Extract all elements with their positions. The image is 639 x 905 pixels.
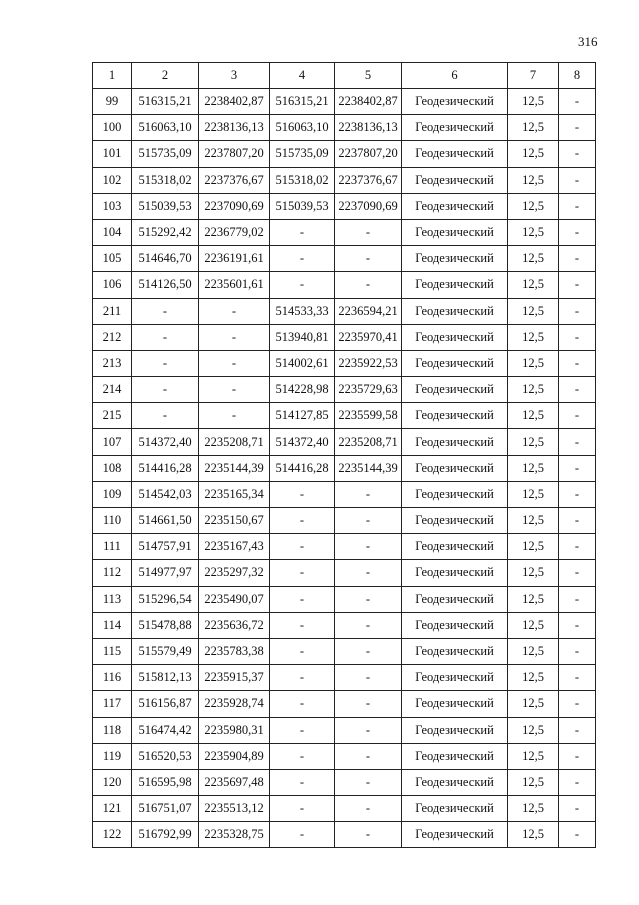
accuracy-cell: 12,5 [508, 612, 559, 638]
y-coord-cell: 2237807,20 [199, 141, 270, 167]
table-row [93, 691, 596, 717]
column-header: 4 [270, 63, 335, 89]
x-coord-cell: 515579,49 [132, 638, 199, 664]
x-coord-alt-cell: - [270, 717, 335, 743]
y-coord-cell: 2235328,75 [199, 822, 270, 848]
note-cell: - [559, 743, 596, 769]
y-coord-cell: 2238402,87 [199, 89, 270, 115]
y-coord-alt-cell: - [335, 272, 402, 298]
note-cell: - [559, 167, 596, 193]
y-coord-cell: 2235144,39 [199, 455, 270, 481]
note-cell: - [559, 141, 596, 167]
x-coord-cell: 514646,70 [132, 246, 199, 272]
table-row [93, 796, 596, 822]
point-number-cell: 116 [93, 665, 132, 691]
y-coord-alt-cell: - [335, 691, 402, 717]
point-number-cell: 214 [93, 377, 132, 403]
x-coord-alt-cell: 514533,33 [270, 298, 335, 324]
x-coord-alt-cell: 514416,28 [270, 455, 335, 481]
accuracy-cell: 12,5 [508, 743, 559, 769]
note-cell: - [559, 115, 596, 141]
point-number-cell: 112 [93, 560, 132, 586]
x-coord-cell: 514661,50 [132, 508, 199, 534]
y-coord-cell: 2235904,89 [199, 743, 270, 769]
x-coord-cell: 516474,42 [132, 717, 199, 743]
y-coord-cell: 2236779,02 [199, 219, 270, 245]
x-coord-cell: 514977,97 [132, 560, 199, 586]
point-number-cell: 122 [93, 822, 132, 848]
point-number-cell: 121 [93, 796, 132, 822]
column-header: 3 [199, 63, 270, 89]
accuracy-cell: 12,5 [508, 324, 559, 350]
accuracy-cell: 12,5 [508, 534, 559, 560]
x-coord-cell: 514126,50 [132, 272, 199, 298]
y-coord-cell: 2235928,74 [199, 691, 270, 717]
y-coord-cell: 2235167,43 [199, 534, 270, 560]
method-cell: Геодезический [402, 638, 508, 664]
note-cell: - [559, 481, 596, 507]
accuracy-cell: 12,5 [508, 481, 559, 507]
accuracy-cell: 12,5 [508, 665, 559, 691]
x-coord-alt-cell: 515039,53 [270, 193, 335, 219]
point-number-cell: 104 [93, 219, 132, 245]
method-cell: Геодезический [402, 717, 508, 743]
y-coord-alt-cell: - [335, 717, 402, 743]
y-coord-alt-cell: - [335, 534, 402, 560]
accuracy-cell: 12,5 [508, 141, 559, 167]
accuracy-cell: 12,5 [508, 560, 559, 586]
x-coord-cell: 515039,53 [132, 193, 199, 219]
method-cell: Геодезический [402, 822, 508, 848]
method-cell: Геодезический [402, 796, 508, 822]
y-coord-alt-cell: - [335, 246, 402, 272]
column-header: 7 [508, 63, 559, 89]
note-cell: - [559, 796, 596, 822]
point-number-cell: 100 [93, 115, 132, 141]
column-header: 2 [132, 63, 199, 89]
y-coord-cell: - [199, 350, 270, 376]
point-number-cell: 99 [93, 89, 132, 115]
x-coord-alt-cell: - [270, 560, 335, 586]
x-coord-alt-cell: - [270, 691, 335, 717]
y-coord-cell: 2235150,67 [199, 508, 270, 534]
method-cell: Геодезический [402, 377, 508, 403]
x-coord-cell: 516595,98 [132, 769, 199, 795]
x-coord-alt-cell: - [270, 769, 335, 795]
point-number-cell: 109 [93, 481, 132, 507]
note-cell: - [559, 246, 596, 272]
y-coord-alt-cell: 2238136,13 [335, 115, 402, 141]
point-number-cell: 107 [93, 429, 132, 455]
y-coord-alt-cell: 2235144,39 [335, 455, 402, 481]
x-coord-alt-cell: - [270, 219, 335, 245]
x-coord-alt-cell: 514127,85 [270, 403, 335, 429]
x-coord-cell: 515296,54 [132, 586, 199, 612]
note-cell: - [559, 219, 596, 245]
point-number-cell: 115 [93, 638, 132, 664]
accuracy-cell: 12,5 [508, 115, 559, 141]
table-row [93, 612, 596, 638]
note-cell: - [559, 429, 596, 455]
x-coord-alt-cell: 513940,81 [270, 324, 335, 350]
method-cell: Геодезический [402, 141, 508, 167]
y-coord-cell: 2235915,37 [199, 665, 270, 691]
y-coord-cell: - [199, 403, 270, 429]
x-coord-cell: 515318,02 [132, 167, 199, 193]
note-cell: - [559, 377, 596, 403]
point-number-cell: 113 [93, 586, 132, 612]
x-coord-alt-cell: - [270, 586, 335, 612]
point-number-cell: 117 [93, 691, 132, 717]
method-cell: Геодезический [402, 429, 508, 455]
note-cell: - [559, 508, 596, 534]
accuracy-cell: 12,5 [508, 377, 559, 403]
accuracy-cell: 12,5 [508, 586, 559, 612]
table-row [93, 429, 596, 455]
x-coord-alt-cell: 514002,61 [270, 350, 335, 376]
method-cell: Геодезический [402, 193, 508, 219]
accuracy-cell: 12,5 [508, 272, 559, 298]
note-cell: - [559, 769, 596, 795]
y-coord-alt-cell: 2235970,41 [335, 324, 402, 350]
y-coord-cell: 2235513,12 [199, 796, 270, 822]
y-coord-cell: 2235208,71 [199, 429, 270, 455]
point-number-cell: 101 [93, 141, 132, 167]
x-coord-cell: 516315,21 [132, 89, 199, 115]
y-coord-cell: 2235601,61 [199, 272, 270, 298]
method-cell: Геодезический [402, 560, 508, 586]
y-coord-alt-cell: - [335, 743, 402, 769]
point-number-cell: 119 [93, 743, 132, 769]
y-coord-alt-cell: - [335, 822, 402, 848]
table-row [93, 560, 596, 586]
accuracy-cell: 12,5 [508, 350, 559, 376]
x-coord-cell: - [132, 403, 199, 429]
note-cell: - [559, 691, 596, 717]
table-row [93, 272, 596, 298]
point-number-cell: 110 [93, 508, 132, 534]
y-coord-alt-cell: 2235208,71 [335, 429, 402, 455]
x-coord-alt-cell: 514372,40 [270, 429, 335, 455]
x-coord-cell: 515735,09 [132, 141, 199, 167]
accuracy-cell: 12,5 [508, 219, 559, 245]
table-row [93, 769, 596, 795]
note-cell: - [559, 665, 596, 691]
table-row [93, 822, 596, 848]
accuracy-cell: 12,5 [508, 455, 559, 481]
y-coord-cell: 2238136,13 [199, 115, 270, 141]
x-coord-alt-cell: - [270, 638, 335, 664]
y-coord-alt-cell: 2237807,20 [335, 141, 402, 167]
y-coord-alt-cell: 2235599,58 [335, 403, 402, 429]
point-number-cell: 103 [93, 193, 132, 219]
y-coord-alt-cell: - [335, 612, 402, 638]
x-coord-alt-cell: - [270, 272, 335, 298]
y-coord-cell: 2235783,38 [199, 638, 270, 664]
method-cell: Геодезический [402, 508, 508, 534]
note-cell: - [559, 89, 596, 115]
column-header: 8 [559, 63, 596, 89]
note-cell: - [559, 586, 596, 612]
table-row [93, 219, 596, 245]
y-coord-cell: - [199, 377, 270, 403]
method-cell: Геодезический [402, 769, 508, 795]
table-row [93, 508, 596, 534]
table-row [93, 115, 596, 141]
x-coord-alt-cell: - [270, 822, 335, 848]
x-coord-cell: 515812,13 [132, 665, 199, 691]
x-coord-alt-cell: - [270, 743, 335, 769]
x-coord-cell: 514416,28 [132, 455, 199, 481]
y-coord-cell: 2237376,67 [199, 167, 270, 193]
note-cell: - [559, 822, 596, 848]
method-cell: Геодезический [402, 115, 508, 141]
y-coord-cell: 2235697,48 [199, 769, 270, 795]
table-row [93, 586, 596, 612]
x-coord-alt-cell: 516063,10 [270, 115, 335, 141]
method-cell: Геодезический [402, 167, 508, 193]
note-cell: - [559, 534, 596, 560]
y-coord-alt-cell: 2237376,67 [335, 167, 402, 193]
accuracy-cell: 12,5 [508, 429, 559, 455]
method-cell: Геодезический [402, 403, 508, 429]
point-number-cell: 102 [93, 167, 132, 193]
accuracy-cell: 12,5 [508, 246, 559, 272]
x-coord-alt-cell: - [270, 508, 335, 534]
accuracy-cell: 12,5 [508, 796, 559, 822]
method-cell: Геодезический [402, 665, 508, 691]
x-coord-alt-cell: - [270, 612, 335, 638]
y-coord-cell: 2237090,69 [199, 193, 270, 219]
y-coord-alt-cell: 2237090,69 [335, 193, 402, 219]
x-coord-cell: 516520,53 [132, 743, 199, 769]
method-cell: Геодезический [402, 89, 508, 115]
accuracy-cell: 12,5 [508, 167, 559, 193]
y-coord-alt-cell: - [335, 638, 402, 664]
note-cell: - [559, 455, 596, 481]
x-coord-cell: 516156,87 [132, 691, 199, 717]
y-coord-cell: 2235297,32 [199, 560, 270, 586]
accuracy-cell: 12,5 [508, 298, 559, 324]
accuracy-cell: 12,5 [508, 508, 559, 534]
table-row [93, 638, 596, 664]
x-coord-alt-cell: - [270, 665, 335, 691]
method-cell: Геодезический [402, 743, 508, 769]
method-cell: Геодезический [402, 350, 508, 376]
x-coord-cell: 516063,10 [132, 115, 199, 141]
method-cell: Геодезический [402, 534, 508, 560]
page-number: 316 [578, 34, 598, 49]
method-cell: Геодезический [402, 219, 508, 245]
y-coord-cell: 2235980,31 [199, 717, 270, 743]
x-coord-cell: - [132, 298, 199, 324]
point-number-cell: 211 [93, 298, 132, 324]
y-coord-cell: - [199, 298, 270, 324]
table-row [93, 717, 596, 743]
x-coord-cell: 515292,42 [132, 219, 199, 245]
x-coord-alt-cell: - [270, 246, 335, 272]
y-coord-alt-cell: - [335, 796, 402, 822]
accuracy-cell: 12,5 [508, 822, 559, 848]
method-cell: Геодезический [402, 481, 508, 507]
table-row [93, 403, 596, 429]
y-coord-alt-cell: - [335, 560, 402, 586]
method-cell: Геодезический [402, 691, 508, 717]
table-row [93, 455, 596, 481]
y-coord-alt-cell: - [335, 481, 402, 507]
table-row [93, 481, 596, 507]
point-number-cell: 120 [93, 769, 132, 795]
x-coord-alt-cell: 515318,02 [270, 167, 335, 193]
y-coord-alt-cell: 2235729,63 [335, 377, 402, 403]
table-row [93, 743, 596, 769]
y-coord-cell: 2235165,34 [199, 481, 270, 507]
x-coord-cell: 514542,03 [132, 481, 199, 507]
y-coord-cell: - [199, 324, 270, 350]
x-coord-cell: - [132, 324, 199, 350]
y-coord-alt-cell: 2236594,21 [335, 298, 402, 324]
accuracy-cell: 12,5 [508, 769, 559, 795]
y-coord-alt-cell: 2235922,53 [335, 350, 402, 376]
method-cell: Геодезический [402, 246, 508, 272]
note-cell: - [559, 717, 596, 743]
note-cell: - [559, 403, 596, 429]
accuracy-cell: 12,5 [508, 691, 559, 717]
x-coord-alt-cell: 515735,09 [270, 141, 335, 167]
x-coord-cell: 515478,88 [132, 612, 199, 638]
point-number-cell: 111 [93, 534, 132, 560]
point-number-cell: 118 [93, 717, 132, 743]
table-header-row [93, 63, 596, 89]
y-coord-alt-cell: 2238402,87 [335, 89, 402, 115]
accuracy-cell: 12,5 [508, 89, 559, 115]
note-cell: - [559, 638, 596, 664]
table-row [93, 350, 596, 376]
method-cell: Геодезический [402, 324, 508, 350]
x-coord-cell: - [132, 350, 199, 376]
table-row [93, 377, 596, 403]
note-cell: - [559, 560, 596, 586]
x-coord-alt-cell: - [270, 481, 335, 507]
table-row [93, 193, 596, 219]
y-coord-cell: 2236191,61 [199, 246, 270, 272]
x-coord-cell: 516792,99 [132, 822, 199, 848]
accuracy-cell: 12,5 [508, 403, 559, 429]
note-cell: - [559, 298, 596, 324]
note-cell: - [559, 612, 596, 638]
method-cell: Геодезический [402, 272, 508, 298]
note-cell: - [559, 193, 596, 219]
x-coord-cell: 514372,40 [132, 429, 199, 455]
y-coord-alt-cell: - [335, 769, 402, 795]
table-row [93, 324, 596, 350]
table-row [93, 167, 596, 193]
coordinates-table [92, 62, 596, 848]
table-row [93, 298, 596, 324]
note-cell: - [559, 350, 596, 376]
method-cell: Геодезический [402, 612, 508, 638]
table-row [93, 246, 596, 272]
point-number-cell: 105 [93, 246, 132, 272]
x-coord-cell: 514757,91 [132, 534, 199, 560]
column-header: 5 [335, 63, 402, 89]
method-cell: Геодезический [402, 586, 508, 612]
x-coord-cell: 516751,07 [132, 796, 199, 822]
accuracy-cell: 12,5 [508, 638, 559, 664]
x-coord-cell: - [132, 377, 199, 403]
x-coord-alt-cell: 516315,21 [270, 89, 335, 115]
point-number-cell: 106 [93, 272, 132, 298]
table-row [93, 534, 596, 560]
note-cell: - [559, 324, 596, 350]
x-coord-alt-cell: - [270, 796, 335, 822]
point-number-cell: 215 [93, 403, 132, 429]
point-number-cell: 114 [93, 612, 132, 638]
point-number-cell: 108 [93, 455, 132, 481]
table-row [93, 89, 596, 115]
accuracy-cell: 12,5 [508, 717, 559, 743]
y-coord-cell: 2235636,72 [199, 612, 270, 638]
table-row [93, 141, 596, 167]
method-cell: Геодезический [402, 455, 508, 481]
x-coord-alt-cell: - [270, 534, 335, 560]
column-header: 6 [402, 63, 508, 89]
x-coord-alt-cell: 514228,98 [270, 377, 335, 403]
accuracy-cell: 12,5 [508, 193, 559, 219]
y-coord-alt-cell: - [335, 586, 402, 612]
column-header: 1 [93, 63, 132, 89]
table-row [93, 665, 596, 691]
y-coord-alt-cell: - [335, 508, 402, 534]
y-coord-alt-cell: - [335, 219, 402, 245]
y-coord-cell: 2235490,07 [199, 586, 270, 612]
method-cell: Геодезический [402, 298, 508, 324]
table-body [93, 63, 596, 848]
y-coord-alt-cell: - [335, 665, 402, 691]
point-number-cell: 212 [93, 324, 132, 350]
point-number-cell: 213 [93, 350, 132, 376]
note-cell: - [559, 272, 596, 298]
